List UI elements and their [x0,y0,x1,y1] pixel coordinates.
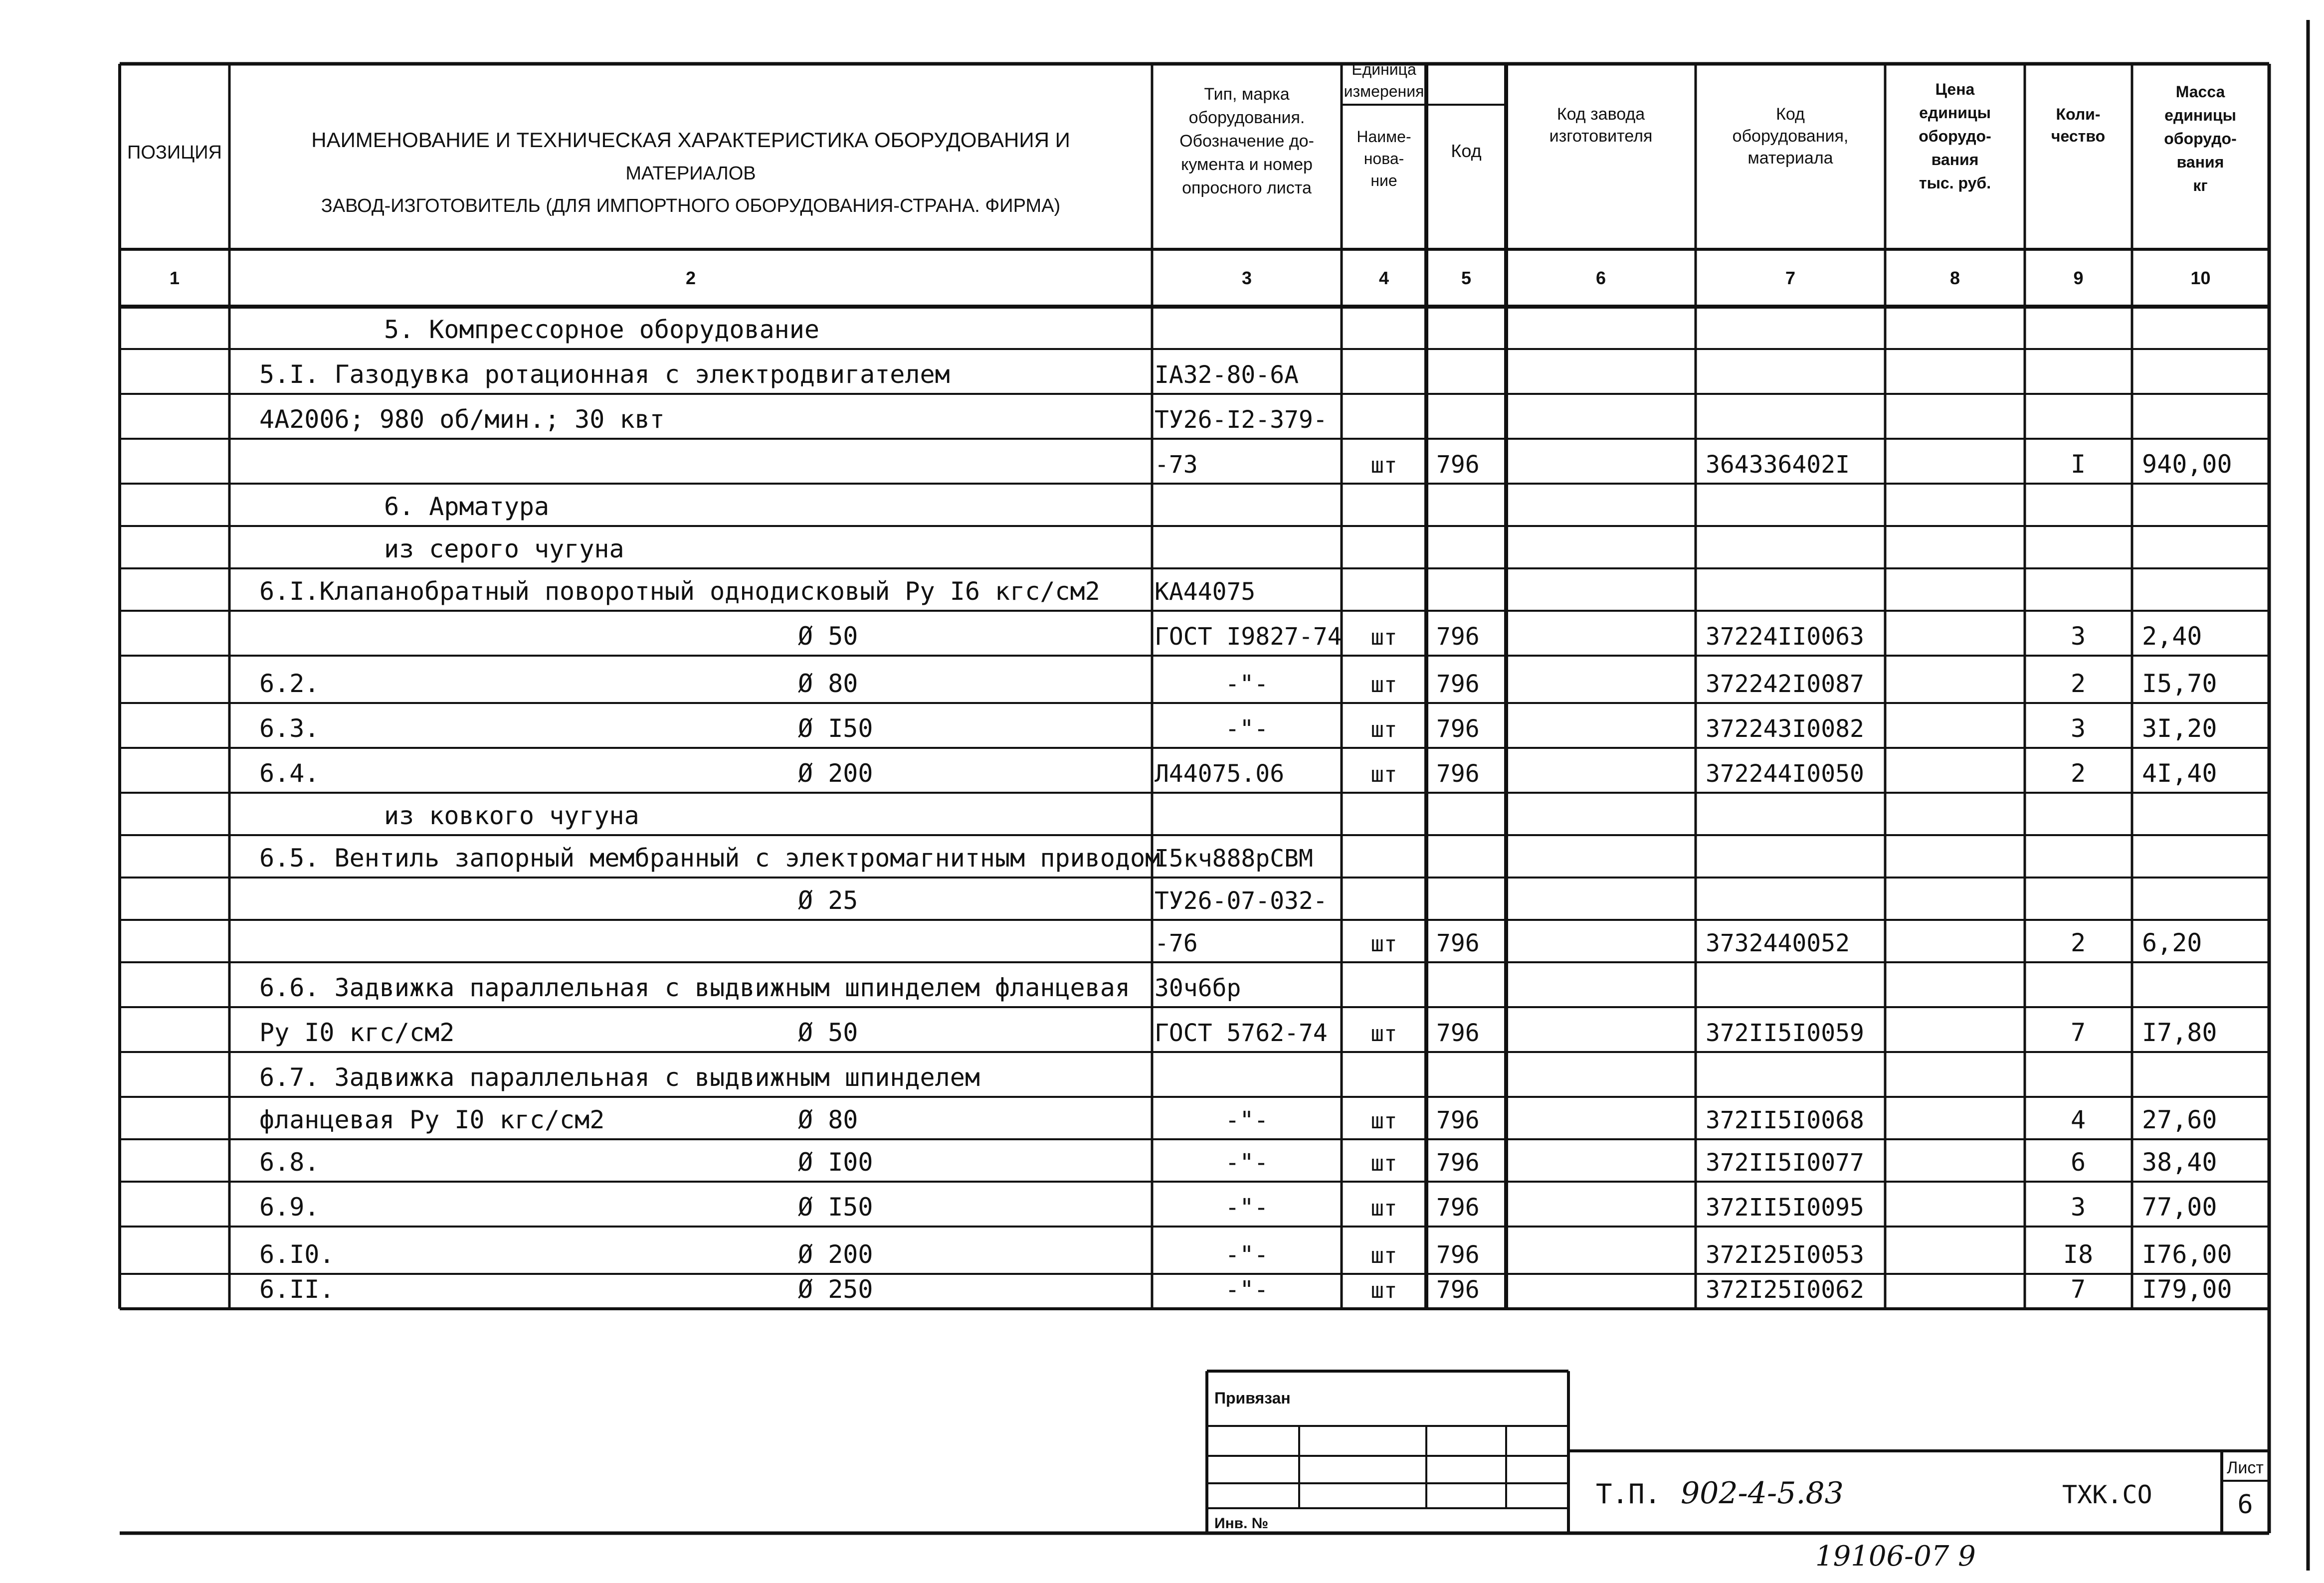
row-name: 6.8. [259,1148,320,1177]
table-row [259,1018,2217,1047]
header-equip-code-line: Код [1776,105,1805,124]
row-equip-code: 372243I0082 [1706,715,1864,743]
row-diameter: Ø I50 [798,714,873,743]
header-price-line: Цена [1935,80,1975,98]
row-name: 6.9. [259,1193,320,1222]
row-unit-code: 796 [1436,623,1480,651]
row-diameter: Ø 200 [798,1240,873,1269]
header-factory-code-line: Код завода [1556,105,1645,124]
row-mass: I76,00 [2142,1240,2232,1269]
row-quantity: 2 [2070,759,2086,788]
row-quantity: I8 [2063,1240,2094,1269]
sheet-label: Лист [2227,1458,2264,1477]
row-name: 6.7. Задвижка параллельная с выдвижным шпинделем [259,1063,980,1092]
row-quantity: I [2070,450,2086,479]
row-type: ГОСТ 5762-74 [1155,1019,1328,1047]
column-number: 4 [1378,268,1389,288]
row-type: -76 [1155,929,1198,957]
inventory-label: Инв. № [1214,1515,1269,1532]
row-quantity: 3 [2070,1193,2086,1222]
header-type-line: опросного листа [1182,178,1312,197]
header-name-line3: ЗАВОД-ИЗГОТОВИТЕЛЬ (ДЛЯ ИМПОРТНОГО ОБОРУДОВАНИЯ-СТРАНА. ФИРМА) [321,195,1061,216]
row-quantity: 7 [2070,1018,2086,1047]
table-row [259,360,1299,389]
table-row [259,1275,2232,1304]
header-name-line2: МАТЕРИАЛОВ [625,163,756,184]
table-row [259,1063,980,1092]
row-unit: шт [1370,1021,1397,1047]
table-row [259,1105,2217,1134]
column-number: 3 [1241,268,1252,288]
row-unit-code: 796 [1436,1276,1480,1304]
row-equip-code: 372II5I0077 [1706,1149,1864,1177]
header-equip-code-line: материала [1747,149,1833,168]
row-mass: 27,60 [2142,1105,2217,1134]
header-type-line: Обозначение до- [1179,132,1314,151]
table-grid [120,20,2308,1571]
row-unit: шт [1370,625,1397,650]
row-unit: шт [1370,762,1397,787]
row-equip-code: 364336402I [1706,451,1850,479]
column-number: 7 [1785,268,1796,288]
bound-label: Привязан [1214,1389,1291,1407]
column-number: 2 [685,268,696,288]
row-name: фланцевая Py I0 кгс/см2 [259,1105,605,1134]
table-row [259,405,1328,434]
header-unit-group-line: измерения [1344,82,1424,100]
header-unit-name-line: ние [1370,172,1397,189]
row-mass: I79,00 [2142,1275,2232,1304]
header-type-line: оборудования. [1188,108,1305,127]
row-name: 5. Компрессорное оборудование [384,315,819,344]
row-diameter: Ø I00 [798,1148,873,1177]
row-unit: шт [1370,1278,1397,1303]
table-row [384,801,639,830]
row-unit: шт [1370,717,1397,742]
header-price-line: тыс. руб. [1919,174,1991,192]
header-mass-line: кг [2193,176,2208,194]
table-row [798,886,1328,915]
row-type: -"- [1225,670,1269,698]
row-type: -73 [1155,451,1198,479]
row-diameter: Ø 25 [798,886,858,915]
row-type: КА44075 [1155,578,1256,606]
row-unit-code: 796 [1436,1106,1480,1134]
header-unit-group-line: Единица [1352,60,1416,78]
column-number: 6 [1595,268,1606,288]
table-row [1155,450,2232,479]
row-unit: шт [1370,1243,1397,1268]
row-diameter: Ø I50 [798,1193,873,1222]
table-row [259,973,1241,1002]
column-number: 9 [2073,268,2084,288]
header-mass-line: оборудо- [2164,130,2237,148]
row-type: ТУ26-07-032- [1155,887,1328,915]
row-quantity: 3 [2070,714,2086,743]
row-quantity: 7 [2070,1275,2086,1304]
title-block [1207,1371,2269,1573]
table-row [384,534,624,563]
row-unit-code: 796 [1436,760,1480,788]
row-type: 30ч6бр [1155,974,1241,1002]
archive-number: 19106-07 9 [1815,1540,1976,1573]
row-type: -"- [1225,715,1269,743]
table-row [259,714,2217,743]
row-type: -"- [1225,1149,1269,1177]
header-price-line: вания [1931,151,1979,169]
table-row [1155,928,2202,957]
row-unit-code: 796 [1436,929,1480,957]
doc-prefix: Т.П. [1596,1478,1661,1510]
row-unit-code: 796 [1436,670,1480,698]
row-quantity: 3 [2070,622,2086,651]
row-type: ТУ26-I2-379- [1155,406,1328,434]
row-mass: 2,40 [2142,622,2202,651]
row-unit: шт [1370,453,1397,478]
row-name: из ковкого чугуна [384,801,639,830]
row-diameter: Ø 80 [798,669,858,698]
row-quantity: 4 [2070,1105,2086,1134]
row-diameter: Ø 200 [798,759,873,788]
header-price-line: оборудо- [1919,127,1991,145]
row-name: 6.4. [259,759,320,788]
row-equip-code: 37224II0063 [1706,623,1864,651]
row-type: IA32-80-6A [1155,361,1299,389]
row-name: 6.I.Клапанобратный поворотный однодисковый Py I6 кгс/см2 [259,577,1100,606]
row-diameter: Ø 250 [798,1275,873,1304]
table-row [798,622,2202,651]
header-unit-name-line: Наиме- [1356,128,1411,146]
table-row [259,844,1313,873]
header-name-line1: НАИМЕНОВАНИЕ И ТЕХНИЧЕСКАЯ ХАРАКТЕРИСТИКА ОБОРУДОВАНИЯ И [311,128,1070,152]
row-unit: шт [1370,672,1397,698]
header-mass-line: вания [2176,153,2224,171]
row-type: I5кч888рСВМ [1155,845,1313,873]
header-type-line: кумента и номер [1181,155,1313,174]
table-header [127,60,2237,216]
row-mass: I7,80 [2142,1018,2217,1047]
row-equip-code: 372242I0087 [1706,670,1864,698]
row-diameter: Ø 80 [798,1105,858,1134]
row-equip-code: 372II5I0095 [1706,1194,1864,1222]
row-name: Py I0 кгс/см2 [259,1018,455,1047]
row-unit: шт [1370,1151,1397,1176]
row-type: ГОСТ I9827-74 [1155,623,1342,651]
row-unit-code: 796 [1436,1149,1480,1177]
row-name: 6. Арматура [384,492,550,521]
row-equip-code: 3732440052 [1706,929,1850,957]
table-row [259,1240,2232,1269]
column-number: 10 [2190,268,2211,288]
table-row [384,315,819,344]
row-unit-code: 796 [1436,1194,1480,1222]
header-unit-code: Код [1451,141,1482,161]
row-name: 6.6. Задвижка параллельная с выдвижным шпинделем фланцевая [259,973,1130,1002]
row-mass: 940,00 [2142,450,2232,479]
header-position: ПОЗИЦИЯ [127,142,222,163]
row-equip-code: 372II5I0059 [1706,1019,1864,1047]
row-quantity: 2 [2070,669,2086,698]
row-type: -"- [1225,1194,1269,1222]
row-mass: I5,70 [2142,669,2217,698]
row-quantity: 6 [2070,1148,2086,1177]
row-diameter: Ø 50 [798,1018,858,1047]
header-price-line: единицы [1919,104,1991,122]
column-number-row [170,268,2211,288]
row-unit: шт [1370,1108,1397,1134]
row-name: 6.II. [259,1275,335,1304]
row-equip-code: 372244I0050 [1706,760,1864,788]
column-number: 1 [169,268,180,288]
row-unit-code: 796 [1436,451,1480,479]
row-unit: шт [1370,931,1397,957]
header-factory-code-line: изготовителя [1549,127,1653,146]
row-mass: 38,40 [2142,1148,2217,1177]
row-name: 6.I0. [259,1240,335,1269]
row-equip-code: 372I25I0053 [1706,1241,1864,1269]
column-number: 8 [1949,268,1960,288]
row-name: из серого чугуна [384,534,624,563]
row-unit: шт [1370,1196,1397,1221]
row-name: 4A2006; 980 об/мин.; 30 квт [259,405,665,434]
header-type-line: Тип, марка [1204,85,1290,104]
header-mass-line: Масса [2175,83,2225,101]
header-qty-line: Коли- [2056,105,2101,123]
sheet-number: 6 [2237,1490,2253,1520]
row-name: 6.3. [259,714,320,743]
table-row [259,577,1255,606]
row-name: 6.5. Вентиль запорный мембранный с электромагнитным приводом [259,844,1161,873]
header-equip-code-line: оборудования, [1732,127,1849,146]
row-mass: 3I,20 [2142,714,2217,743]
row-type: Л44075.06 [1155,760,1285,788]
row-equip-code: 372II5I0068 [1706,1106,1864,1134]
row-mass: 77,00 [2142,1193,2217,1222]
row-diameter: Ø 50 [798,622,858,651]
doc-number: 902-4-5.83 [1681,1476,1844,1511]
row-mass: 6,20 [2142,928,2202,957]
row-name: 6.2. [259,669,320,698]
table-row [259,1148,2217,1177]
row-type: -"- [1225,1276,1269,1304]
header-qty-line: чество [2051,127,2106,145]
row-unit-code: 796 [1436,1241,1480,1269]
table-row [384,492,549,521]
doc-code: ТХК.СО [2062,1480,2152,1509]
column-number: 5 [1461,268,1472,288]
table-body [259,315,2232,1304]
row-quantity: 2 [2070,928,2086,957]
header-mass-line: единицы [2164,106,2236,124]
row-type: -"- [1225,1241,1269,1269]
row-mass: 4I,40 [2142,759,2217,788]
header-unit-name-line: нова- [1363,150,1404,168]
row-unit-code: 796 [1436,715,1480,743]
table-row [259,1193,2217,1222]
table-row [259,759,2217,788]
row-equip-code: 372I25I0062 [1706,1276,1864,1304]
row-name: 5.I. Газодувка ротационная с электродвигателем [259,360,950,389]
table-row [259,669,2217,698]
row-type: -"- [1225,1106,1269,1134]
row-unit-code: 796 [1436,1019,1480,1047]
